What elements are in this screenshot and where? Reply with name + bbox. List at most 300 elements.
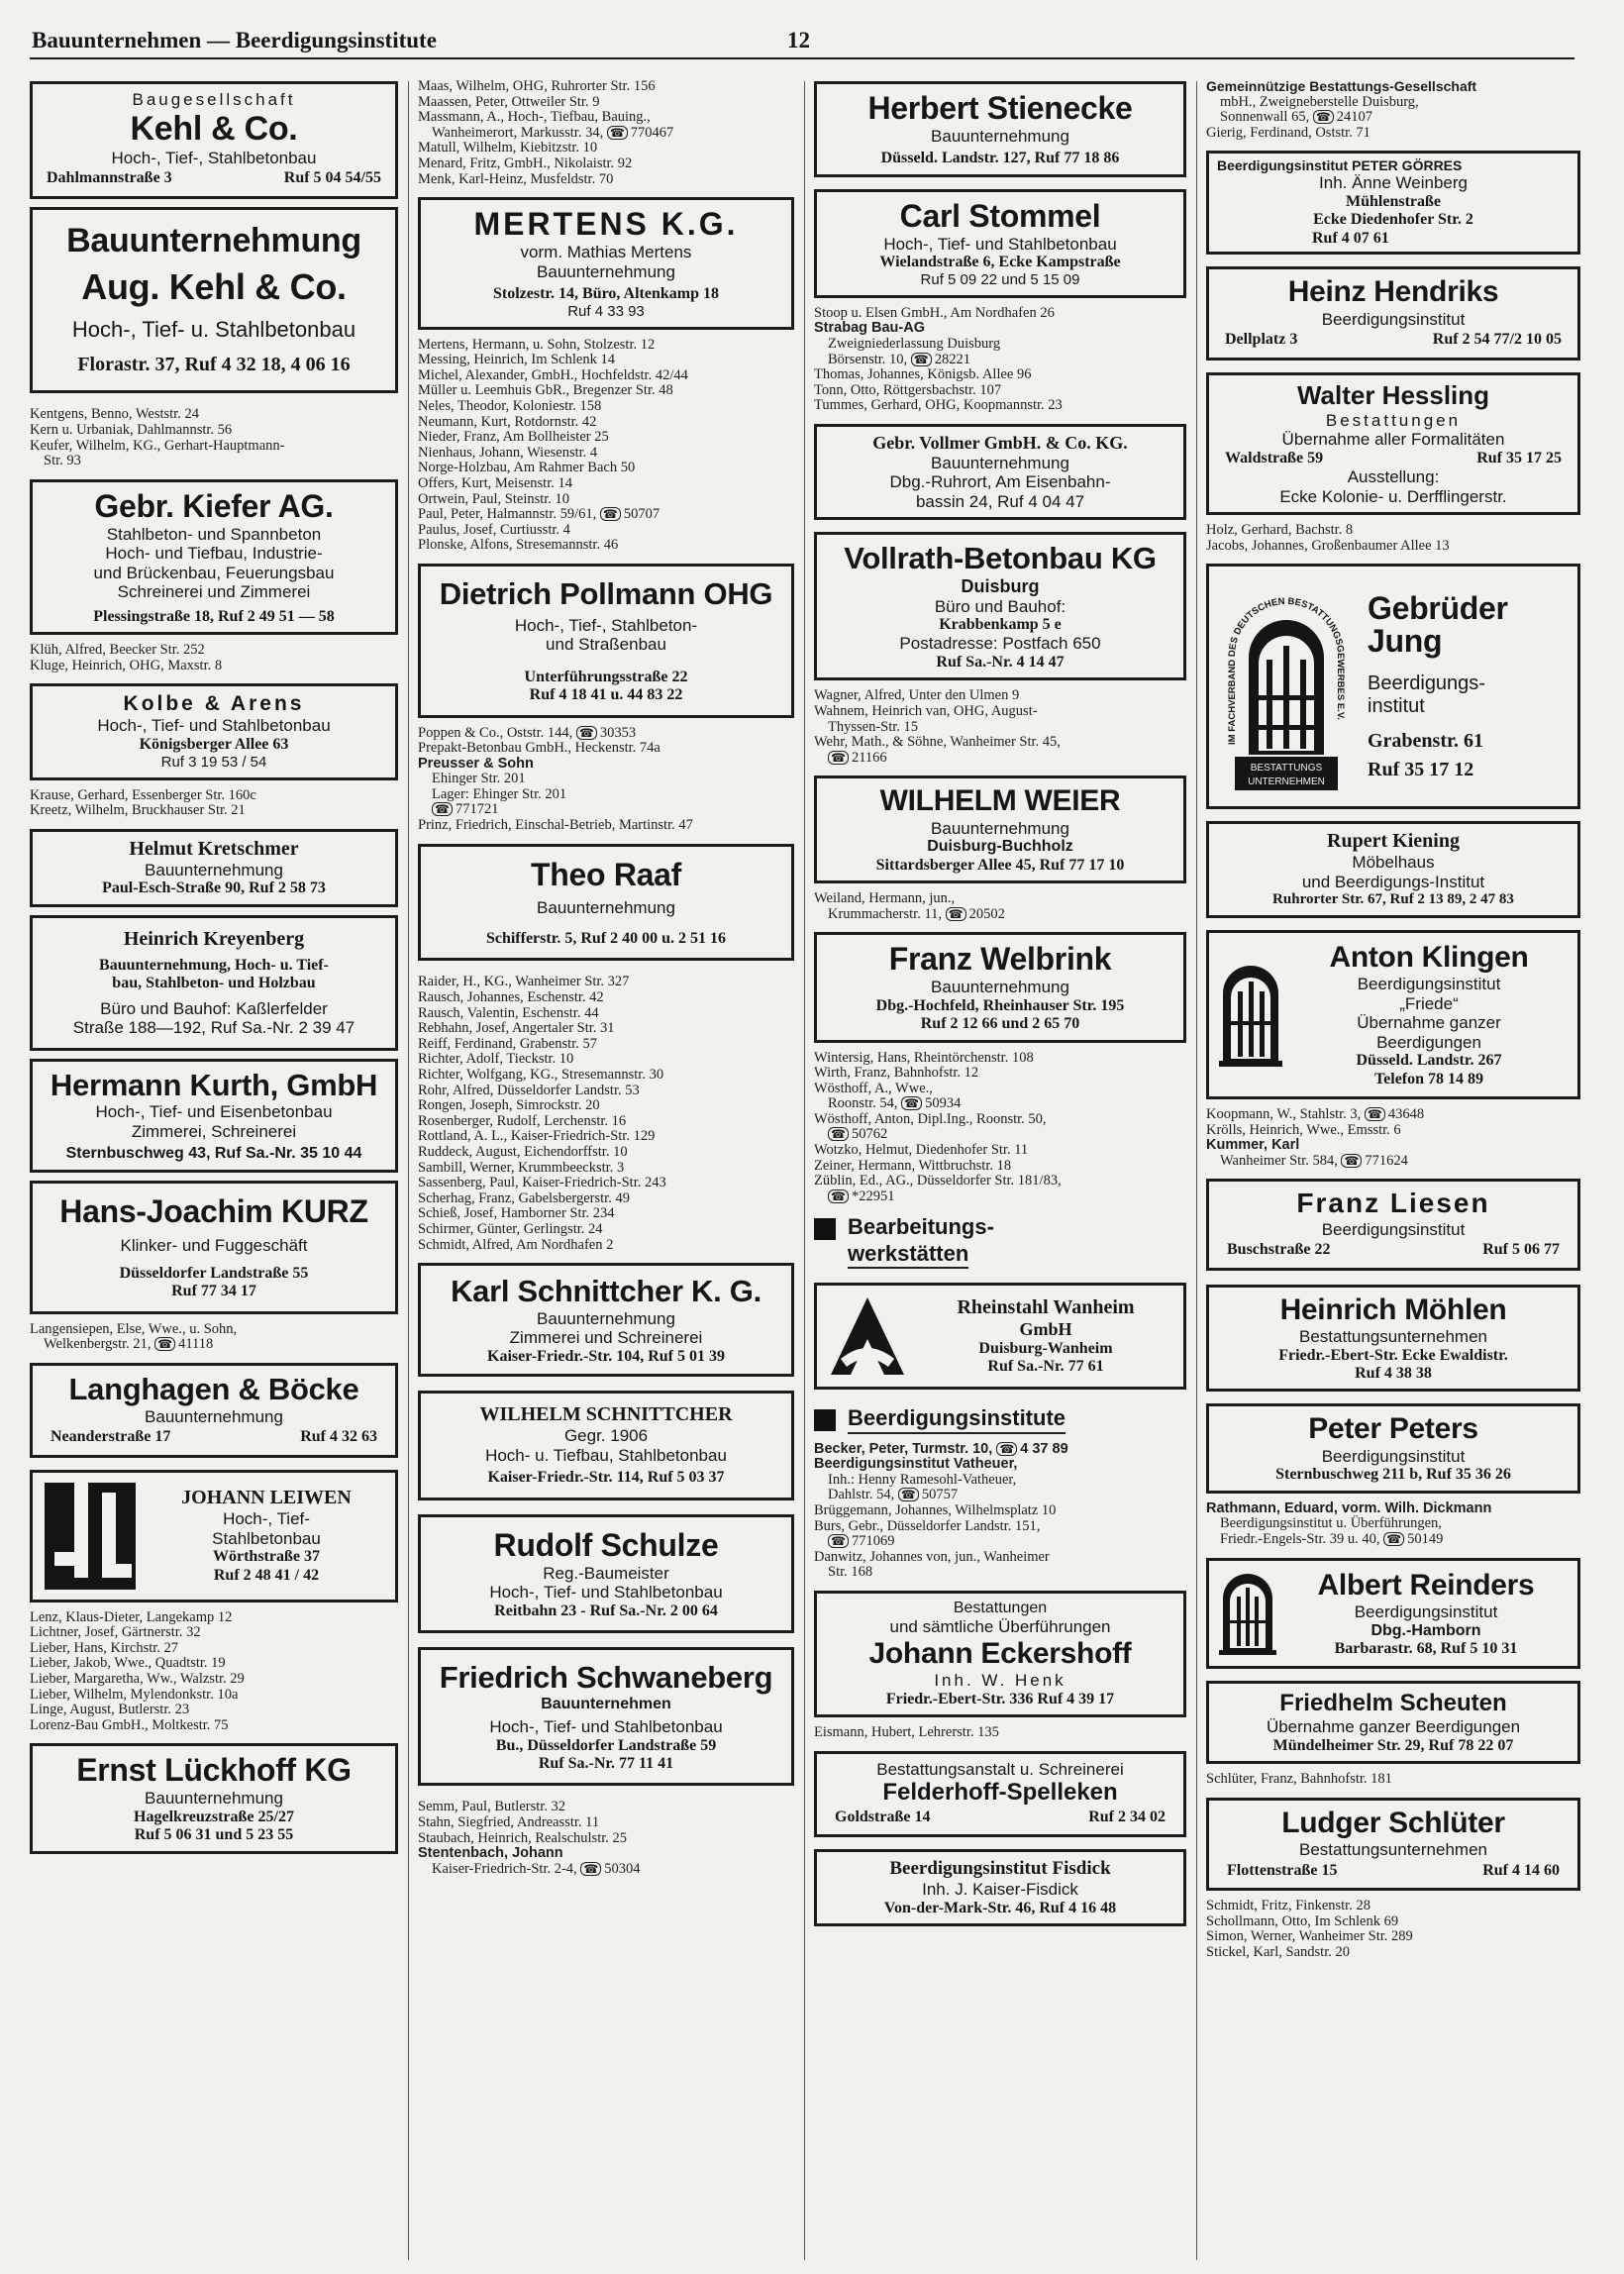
list-item [814,1127,1186,1143]
list-item-phone: 770467 [630,124,674,141]
list-item: Sassenberg, Paul, Kaiser-Friedrich-Str. 243 [418,1175,666,1191]
ad-description: Übernahme ganzer [1357,1013,1501,1033]
list-item: Kluge, Heinrich, OHG, Maxstr. 8 [30,657,223,673]
ad-description: Möbelhaus [1352,853,1435,873]
list-item [30,1337,398,1353]
telephone-icon: ☎ [154,1337,175,1351]
list-item: Weiland, Hermann, jun., [814,890,956,907]
ad-gebr-kiefer [30,479,398,635]
jl-logo-icon [45,1483,136,1590]
list-item: Inh.: Henny Ramesohl-Vatheuer, [828,1471,1017,1488]
list-item: Rottland, A. L., Kaiser-Friedrich-Str. 129 [418,1128,656,1145]
ad-phone: Ruf 77 34 17 [171,1283,256,1300]
ad-company-name: Walter Hessling [1296,379,1490,410]
listing-block [30,1322,398,1353]
ad-description: Zimmerei, Schreinerei [131,1121,297,1141]
ad-company-name: Dietrich Pollmann OHG [439,576,773,611]
list-item-address: Poppen & Co., Oststr. 144, [418,724,573,741]
list-item: Schieß, Josef, Hamborner Str. 234 [418,1205,615,1222]
ad-company-name: Carl Stommel [899,197,1101,234]
list-item: Prepakt-Betonbau GmbH., Heckenstr. 74a [418,740,660,757]
list-item: Simon, Werner, Wanheimer Str. 289 [1206,1928,1413,1945]
telephone-icon: ☎ [1383,1532,1404,1546]
ad-address: Bu., Düsseldorfer Landstraße 59 [495,1736,717,1754]
list-item-phone: 43648 [1387,1106,1425,1123]
list-item: Ortwein, Paul, Steinstr. 10 [418,490,570,507]
ad-address: Dellplatz 3 [1225,331,1298,349]
list-item-address: Wanheimerort, Markusstr. 34, [432,124,604,141]
ad-gebr-vollmer [814,424,1186,520]
ad-address: Plessingstraße 18, Ruf 2 49 51 — 58 [93,607,335,625]
ad-description: Beerdigungsinstitut [1321,1446,1466,1466]
ad-address: Waldstraße 59 [1225,449,1324,466]
ad-company-name: Peter Peters [1308,1412,1478,1446]
telephone-icon: ☎ [576,726,597,740]
ad-subtitle: Bauunternehmung [66,221,361,259]
list-item-phone: 771069 [851,1533,895,1550]
ad-address: Ruhrorter Str. 67, Ruf 2 13 89, 2 47 83 [1272,891,1514,908]
list-item: Rongen, Joseph, Simrockstr. 20 [418,1097,600,1114]
telephone-icon: ☎ [1365,1107,1385,1121]
ad-company-name: Beerdigungsinstitut PETER GÖRRES [1217,157,1463,174]
list-item: Wahnem, Heinrich van, OHG, August- [814,703,1038,719]
list-item-phone: 50707 [623,506,660,523]
list-item: Str. 93 [44,453,81,469]
list-item-phone: 50149 [1407,1531,1444,1548]
ad-company-name: Franz Liesen [1296,1188,1490,1219]
list-item [814,353,1186,368]
ad-phone: Telefon 78 14 89 [1373,1070,1484,1087]
ad-description: Bauunternehmung [931,453,1069,472]
list-item: Semm, Paul, Butlerstr. 32 [418,1799,566,1815]
ad-address: Büro und Bauhof: Kaßlerfelder [100,998,328,1018]
section-heading-bearbeitungswerkstaetten [814,1214,1186,1269]
ad-description: „Friede“ [1399,993,1459,1013]
ad-address: Reitbahn 23 - Ruf Sa.-Nr. 2 00 64 [494,1602,718,1619]
section-title: Bearbeitungs- [848,1214,994,1240]
telephone-icon: ☎ [580,1862,601,1876]
list-item: Mertens, Hermann, u. Sohn, Stolzestr. 12 [418,336,656,353]
ad-description: Bauunternehmung [537,1308,675,1328]
ad-company-name: Theo Raaf [531,856,681,892]
list-item: Paulus, Josef, Curtiusstr. 4 [418,521,570,538]
ad-phone: Ruf Sa.-Nr. 77 61 [987,1358,1104,1376]
list-item: Schollmann, Otto, Im Schlenk 69 [1206,1912,1399,1929]
ad-heinrich-moehlen [1206,1285,1580,1393]
ad-hermann-kurth [30,1059,398,1173]
ad-company-name: Kolbe & Arens [123,692,305,716]
ad-address: Wörthstraße 37 [213,1548,320,1566]
ad-company-name: Kehl & Co. [130,109,298,148]
list-item: Lieber, Jakob, Wwe., Quadtstr. 19 [30,1655,226,1672]
ad-langhagen-boecke [30,1363,398,1458]
section-heading-beerdigungsinstitute [814,1405,1186,1433]
listing-block [30,1610,398,1734]
ad-franz-welbrink [814,932,1186,1042]
list-item [814,1096,1186,1112]
telephone-icon: ☎ [1313,110,1334,124]
list-item-phone: *22951 [851,1188,895,1204]
list-item: Eismann, Hubert, Lehrerstr. 135 [814,1724,999,1741]
section-marker-icon [814,1218,836,1240]
seal-label: BESTATTUNGS [1250,763,1323,775]
listing-block [1206,1899,1580,1960]
list-item: Rosenberger, Rudolf, Lerchenstr. 16 [418,1112,627,1129]
ad-company-name: Herbert Stienecke [867,90,1133,126]
ad-description: Beerdigungsinstitut [1354,1602,1498,1622]
ad-description: Zimmerei und Schreinerei [509,1328,703,1348]
list-item-address: Friedr.-Engels-Str. 39 u. 40, [1220,1531,1380,1548]
ad-description: Stahlbeton- und Spannbeton [106,524,322,544]
list-item: Thyssen-Str. 15 [828,718,919,735]
list-item: Rathmann, Eduard, vorm. Wilh. Dickmann [1206,1499,1492,1516]
list-item [814,1488,1186,1503]
list-item-phone: 41118 [178,1336,214,1353]
ad-company-name: Heinrich Möhlen [1279,1292,1507,1326]
ad-description: Inh. J. Kaiser-Fisdick [922,1880,1078,1900]
list-item: Stentenbach, Johann [418,1845,563,1862]
ad-company-name: Gebrüder [1368,589,1508,626]
ad-description: Bestattungen [1325,410,1462,430]
ad-description: Hoch- und Tiefbau, Industrie- [105,544,323,564]
ad-description: Klinker- und Fuggeschäft [120,1235,308,1255]
list-item: Wotzko, Helmut, Diedenhofer Str. 11 [814,1142,1029,1159]
ad-mertens-kg [418,197,794,330]
telephone-icon: ☎ [898,1488,919,1501]
ad-company-name: WILHELM WEIER [879,784,1121,818]
seal-text: IM FACHVERBAND DES DEUTSCHEN BESTATTUNGSGEWERBES E.V. [1226,596,1346,746]
ad-peter-goerres [1206,151,1580,255]
ad-heinz-hendriks [1206,266,1580,360]
list-item-phone: 771624 [1365,1152,1408,1169]
ad-company-name: Langhagen & Böcke [68,1372,359,1407]
list-item: Tonn, Otto, Röttgersbachstr. 107 [814,381,1002,398]
list-item-address: Wanheimer Str. 584, [1220,1152,1338,1169]
list-item-phone: 50934 [925,1095,962,1112]
ad-description: Bauunternehmung [145,860,283,879]
list-item-address: Paul, Peter, Halmannstr. 59/61, [418,506,597,523]
listing-block [1206,1107,1580,1169]
ad-wilhelm-weier [814,775,1186,883]
ad-address: Düsseldorfer Landstraße 55 [119,1265,309,1283]
list-item: Messing, Heinrich, Im Schlenk 14 [418,352,615,368]
list-item [418,126,794,142]
list-item: Kummer, Karl [1206,1137,1300,1154]
telephone-icon: ☎ [607,126,628,140]
list-item: Zweigniederlassung Duisburg [828,335,1001,352]
ad-description: und Beerdigungs-Institut [1301,872,1485,891]
list-item: Tummes, Gerhard, OHG, Koopmannstr. 23 [814,397,1063,414]
ad-address: Duisburg-Wanheim [978,1339,1113,1357]
list-item-address: Börsenstr. 10, [828,351,908,367]
list-item: Neumann, Kurt, Rotdornstr. 42 [418,413,597,430]
ad-description: Übernahme ganzer Beerdigungen [1266,1717,1521,1737]
listing-block [814,306,1186,414]
listing-block [30,788,398,819]
ad-vollrath-betonbau [814,532,1186,680]
ad-description: Bestattungsunternehmen [1299,1327,1487,1347]
list-item: Burs, Gebr., Düsseldorfer Landstr. 151, [814,1517,1041,1534]
list-item: Lieber, Margaretha, Ww., Walzstr. 29 [30,1671,245,1688]
list-item [1206,1107,1580,1123]
list-item-phone: 50304 [604,1860,641,1877]
ad-address: Kaiser-Friedr.-Str. 114, Ruf 5 03 37 [487,1469,725,1487]
seal-label: UNTERNEHMEN [1248,776,1325,788]
list-item: Reiff, Ferdinand, Grabenstr. 57 [418,1035,597,1052]
ad-dietrich-pollmann [418,564,794,718]
telephone-icon: ☎ [911,353,932,366]
ad-description: Bauunternehmung [537,261,675,281]
ad-description: Gegr. 1906 [563,1426,649,1446]
ad-address: Königsberger Allee 63 [139,735,289,753]
ad-aug-kehl [30,207,398,394]
list-item: Massmann, A., Hoch-, Tiefbau, Bauing., [418,109,651,126]
list-item: Gemeinnützige Bestattungs-Gesellschaft [1206,78,1477,94]
ad-address: Stolzestr. 14, Büro, Altenkamp 18 [492,285,719,303]
list-item: Stahn, Siegfried, Andreasstr. 11 [418,1813,600,1830]
ad-phone: Ruf 2 48 41 / 42 [213,1566,320,1584]
ad-company-name: Franz Welbrink [888,941,1112,978]
list-item: Ehinger Str. 201 [432,771,526,787]
ad-description: Beerdigungsinstitut [1321,1219,1466,1239]
ad-description: vorm. Mathias Mertens [520,242,692,261]
list-item [814,1442,1186,1458]
list-item: Nienhaus, Johann, Wiesenstr. 4 [418,444,598,461]
list-item: Rausch, Johannes, Eschenstr. 42 [418,989,604,1005]
ad-address: Dahlmannstraße 3 [47,169,172,187]
ad-walter-hessling [1206,372,1580,515]
listing-block [814,1442,1186,1581]
ad-fisdick [814,1849,1186,1926]
ad-phone: Ruf 4 07 61 [1312,229,1389,247]
listing-block [30,407,398,468]
listing-block [1206,1501,1580,1548]
page-title: Bauunternehmen — Beerdigungsinstitute [32,28,437,52]
ad-description: Bestattungsunternehmen [1299,1840,1487,1860]
list-item: Wirth, Franz, Bahnhofstr. 12 [814,1065,979,1082]
ad-company-name: Heinz Hendriks [1287,275,1499,309]
section-title: Beerdigungsinstitute [848,1405,1066,1433]
list-item: Müller u. Leemhuis GbR., Bregenzer Str. 48 [418,382,673,399]
ad-franz-liesen [1206,1179,1580,1270]
list-item-phone: 30353 [599,724,637,741]
ad-description: Dbg.-Hamborn [1370,1621,1481,1639]
ad-phone: Ruf 4 33 93 [567,303,645,321]
list-item: Wösthoff, A., Wwe., [814,1080,933,1096]
bestattungs-seal-icon [1221,576,1352,796]
telephone-icon: ☎ [1341,1154,1362,1168]
list-item: Kreetz, Wilhelm, Bruckhauser Str. 21 [30,802,246,819]
ad-address: Sittardsberger Allee 45, Ruf 77 17 10 [875,856,1125,874]
ad-address: Düsseld. Landstr. 267 [1356,1052,1502,1070]
ad-address: Hagelkreuzstraße 25/27 [134,1808,294,1825]
column-4 [1206,78,1580,1970]
column-divider [408,81,409,2260]
ad-company-name: Gebr. Vollmer GmbH. & Co. KG. [872,432,1128,453]
ad-company-name: Anton Klingen [1329,940,1529,974]
list-item: Rebhahn, Josef, Angertaler Str. 31 [418,1020,615,1037]
listing-block [1206,523,1580,554]
list-item: Norge-Holzbau, Am Rahmer Bach 50 [418,460,636,476]
list-item: Lichtner, Josef, Gärtnerstr. 32 [30,1624,201,1641]
ad-description: Schreinerei und Zimmerei [117,582,311,602]
list-item: Schirmer, Günter, Gerlingstr. 24 [418,1220,603,1237]
list-item: Str. 168 [828,1564,873,1581]
ad-friedhelm-scheuten [1206,1681,1580,1764]
ad-address: Düsseld. Landstr. 127, Ruf 77 18 86 [880,150,1120,167]
ad-address: Kaiser-Friedr.-Str. 104, Ruf 5 01 39 [487,1347,725,1365]
ad-rheinstahl-wanheim [814,1283,1186,1390]
ad-rupert-kiening [1206,821,1580,917]
list-item [1206,1154,1580,1170]
ad-peter-peters [1206,1403,1580,1493]
ad-address: Schifferstr. 5, Ruf 2 40 00 u. 2 51 16 [485,930,727,948]
list-item: Ruddeck, August, Eichendorffstr. 10 [418,1143,628,1160]
list-item: Jacobs, Johannes, Großenbaumer Allee 13 [1206,537,1450,554]
list-item: Scherhag, Franz, Gabelsbergerstr. 49 [418,1189,630,1206]
list-item: Lenz, Klaus-Dieter, Langekamp 12 [30,1608,233,1625]
telephone-icon: ☎ [828,1189,849,1203]
ad-company-name: Gebr. Kiefer AG. [94,487,334,524]
ad-description: Beerdigungsinstitut [1321,309,1466,329]
ad-company-name: Vollrath-Betonbau KG [844,541,1157,576]
ad-description: Bauunternehmung, Hoch- u. Tief- [99,956,329,974]
list-item: Wehr, Math., & Söhne, Wanheimer Str. 45, [814,734,1061,751]
ad-description: Hoch-, Tief- und Stahlbetonbau [97,716,331,736]
column-divider [1196,81,1197,2260]
list-item: Thomas, Johannes, Königsb. Allee 96 [814,366,1032,383]
ad-address: Ecke Kolonie- u. Derfflingerstr. [1279,486,1507,506]
ad-subtitle: Baugesellschaft [132,90,296,109]
telephone-icon: ☎ [996,1442,1017,1456]
ad-phone: Ruf 5 09 22 und 5 15 09 [920,271,1080,289]
list-item-address: Dahlstr. 54, [828,1487,895,1503]
ad-kehl-co [30,81,398,199]
list-item-address: Welkenbergstr. 21, [44,1336,152,1353]
ad-phone: Ruf 5 06 31 und 5 23 55 [134,1826,294,1844]
ad-albert-reinders [1206,1558,1580,1670]
ad-description: Hoch-, Tief-, Stahlbeton- [514,615,698,635]
ad-address: Dbg.-Ruhrort, Am Eisenbahn- [889,472,1111,492]
list-item-phone: 21166 [851,749,887,766]
list-item: Krölls, Heinrich, Wwe., Emsstr. 6 [1206,1121,1401,1138]
list-item: Wagner, Alfred, Unter den Ulmen 9 [814,687,1020,704]
list-item: Menk, Karl-Heinz, Musfeldstr. 70 [418,170,614,187]
list-item [418,507,794,523]
list-item-phone: 50762 [851,1126,888,1143]
ad-company-name: Karl Schnittcher K. G. [451,1274,761,1309]
list-item: Wintersig, Hans, Rheintörchenstr. 108 [814,1049,1034,1066]
listing-block [814,688,1186,766]
list-item: Wösthoff, Anton, Dipl.Ing., Roonstr. 50, [814,1110,1047,1127]
ad-description: Bauunternehmung [145,1406,283,1426]
listing-block [418,338,794,554]
list-item: Rohr, Alfred, Düsseldorfer Landstr. 53 [418,1082,640,1098]
list-item: Lieber, Hans, Kirchstr. 27 [30,1639,179,1656]
ad-description: institut [1368,694,1425,717]
list-item: Staubach, Heinrich, Realschulstr. 25 [418,1829,628,1846]
ad-phone: Ruf 2 54 77/2 10 05 [1432,331,1562,349]
ad-address: Von-der-Mark-Str. 46, Ruf 4 16 48 [883,1899,1117,1916]
list-item: Kern u. Urbaniak, Dahlmannstr. 56 [30,421,233,438]
list-item: Schmidt, Alfred, Am Nordhafen 2 [418,1236,614,1253]
list-item: Sambill, Werner, Krummbeeckstr. 3 [418,1159,625,1176]
ad-hans-joachim-kurz [30,1181,398,1314]
ad-description: Büro und Bauhof: [934,596,1066,616]
list-item: Holz, Gerhard, Bachstr. 8 [1206,522,1354,539]
ad-address: Straße 188—192, Ruf Sa.-Nr. 2 39 47 [72,1018,355,1038]
list-item-phone: 50757 [921,1487,959,1503]
ad-address: Mühlenstraße [1346,193,1441,211]
telephone-icon: ☎ [946,907,966,921]
ad-phone: Ruf 4 32 63 [300,1428,377,1446]
list-item-address: Becker, Peter, Turmstr. 10, [814,1440,993,1457]
list-item: Raider, H., KG., Wanheimer Str. 327 [418,974,630,990]
ad-company-name: Ludger Schlüter [1281,1806,1505,1839]
ad-address: Florastr. 37, Ruf 4 32 18, 4 06 16 [77,354,351,376]
ad-phone: Ruf 3 19 53 / 54 [160,754,267,772]
list-item: Prinz, Friedrich, Einschal-Betrieb, Martinstr. 47 [418,817,693,834]
ad-description: und Straßenbau [546,635,666,655]
ad-description: Bauunternehmung [931,126,1069,146]
list-item: Lager: Ehinger Str. 201 [432,785,567,802]
list-item-phone: 28221 [934,351,970,367]
ad-description: Hoch- u. Tiefbau, Stahlbetonbau [485,1445,727,1465]
ad-company-name: Friedhelm Scheuten [1279,1690,1507,1717]
ad-address: Dbg.-Hochfeld, Rheinhauser Str. 195 [875,996,1125,1014]
ad-description: Inh. W. Henk [934,1671,1066,1691]
list-item: Richter, Adolf, Tieckstr. 10 [418,1051,574,1068]
ad-helmut-kretschmer [30,829,398,907]
column-3 [814,81,1186,1934]
ad-phone: Ruf 4 18 41 u. 44 83 22 [529,686,683,704]
ad-company-name: Hermann Kurth, GmbH [50,1067,378,1102]
ad-address: Flottenstraße 15 [1227,1861,1338,1879]
ad-description: Beerdigungsinstitut [1357,975,1501,994]
list-item: Maassen, Peter, Ottweiler Str. 9 [418,93,600,110]
list-item: Beerdigungsinstitut u. Überführungen, [1220,1515,1442,1532]
list-item: Menard, Fritz, GmbH., Nikolaistr. 92 [418,155,633,171]
ad-address: Buschstraße 22 [1227,1241,1331,1259]
ad-address: Wielandstraße 6, Ecke Kampstraße [879,254,1121,271]
ad-phone: Ruf 2 34 02 [1088,1809,1166,1826]
ad-description: Inh. Änne Weinberg [1319,173,1468,193]
list-item [418,726,794,742]
ad-company-name: Johann Eckershoff [868,1636,1132,1670]
telephone-icon: ☎ [828,751,849,765]
ad-phone: Ruf Sa.-Nr. 77 11 41 [538,1754,674,1772]
ad-address: Mündelheimer Str. 29, Ruf 78 22 07 [1272,1736,1514,1754]
listing-block [418,726,794,834]
list-item-address: Roonstr. 54, [828,1095,898,1112]
telephone-icon: ☎ [828,1127,849,1141]
listing-block [814,891,1186,922]
page-number: 12 [787,28,810,52]
ad-felderhoff-spelleken [814,1751,1186,1838]
list-item [814,907,1186,923]
list-item: Lorenz-Bau GmbH., Moltkestr. 75 [30,1716,229,1733]
ad-description: Bauunternehmung [537,898,675,918]
ad-johann-eckershoff [814,1591,1186,1717]
list-item [1206,1532,1580,1548]
ad-address: Paul-Esch-Straße 90, Ruf 2 58 73 [102,879,326,897]
list-item: Matull, Wilhelm, Kiebitzstr. 10 [418,140,598,156]
ad-ludger-schlueter [1206,1798,1580,1891]
ad-company-name: Beerdigungsinstitut Fisdick [889,1858,1111,1880]
telephone-icon: ☎ [600,507,621,521]
section-marker-icon [814,1409,836,1431]
chapel-window-icon [1219,960,1282,1069]
